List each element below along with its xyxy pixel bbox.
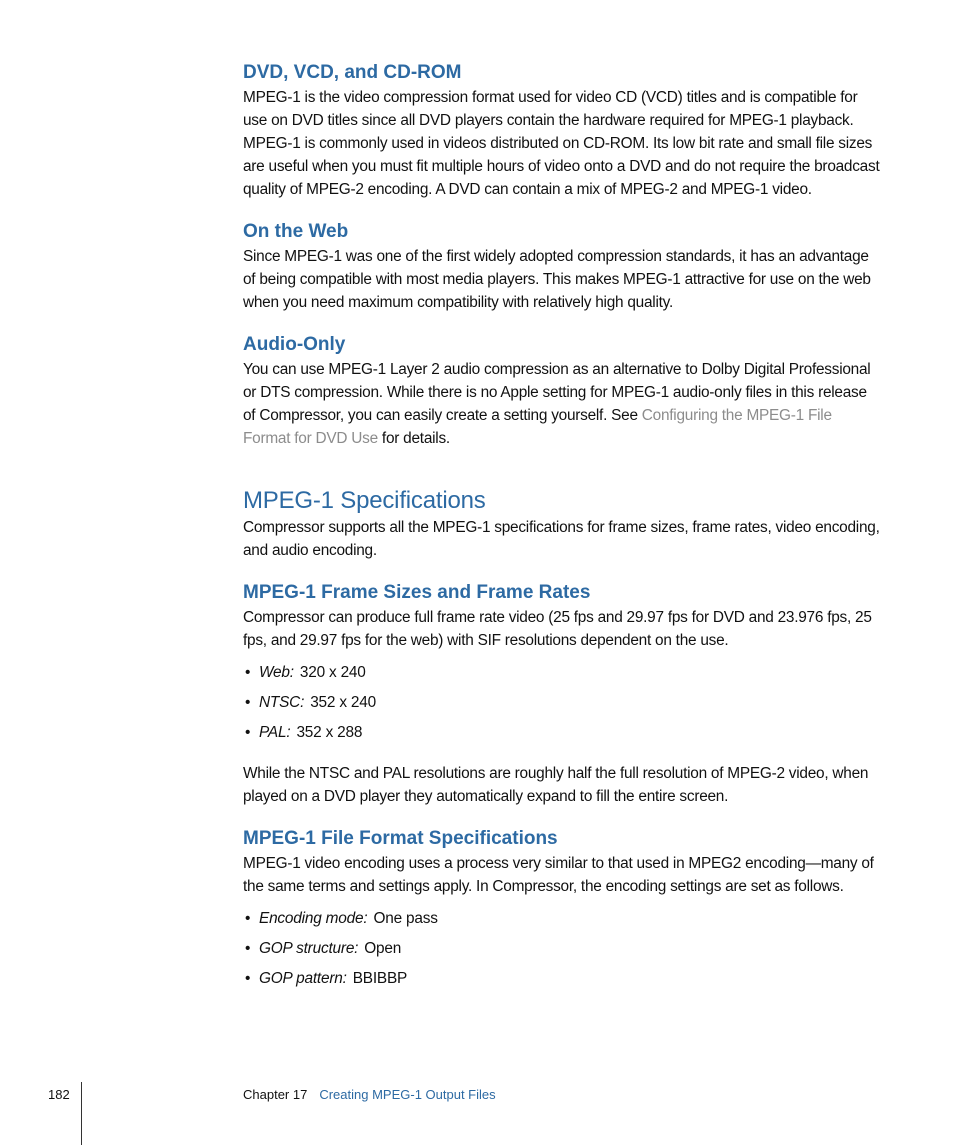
heading-audio-only: Audio-Only [243, 334, 346, 355]
bullet-glyph: • [245, 694, 251, 711]
list-term: Web: [259, 664, 294, 681]
list-value: Open [364, 940, 402, 957]
bullet-glyph: • [245, 664, 251, 681]
list-item-ntsc [243, 688, 883, 718]
list-term: NTSC: [259, 694, 305, 711]
paragraph-web: Since MPEG-1 was one of the first widely adopted compression standards, it has an advantage of being compatible with most media players. This makes MPEG-1 attractive for use on the web when you need maximum compatibility with relatively high quality. [243, 248, 871, 311]
list-item-gop-pattern [243, 964, 883, 994]
link-configuring-mpeg1[interactable]: Configuring the MPEG-1 File Format for DVD Use [243, 407, 832, 447]
list-term: GOP pattern: [259, 970, 347, 987]
list-item-gop-structure [243, 934, 883, 964]
list-item-pal [243, 718, 883, 748]
heading-on-the-web: On the Web [243, 221, 349, 242]
list-value: One pass [373, 910, 438, 927]
bullet-glyph: • [245, 910, 251, 927]
frame-size-list [243, 658, 883, 748]
bullet-glyph: • [245, 724, 251, 741]
list-value: BBIBBP [352, 970, 408, 987]
chapter-title-link[interactable]: Creating MPEG-1 Output Files [319, 1087, 496, 1102]
paragraph-frame: Compressor can produce full frame rate video (25 fps and 29.97 fps for DVD and 23.976 fps, 25 fps, and 29.97 fps for the web) with SIF resolutions dependent on the use. [243, 609, 872, 649]
heading-dvd-vcd-cdrom: DVD, VCD, and CD-ROM [243, 62, 462, 83]
list-value: 352 x 240 [310, 694, 376, 711]
bullet-glyph: • [245, 940, 251, 957]
paragraph-audio-text-2: for details. [377, 430, 450, 447]
heading-frame-sizes: MPEG-1 Frame Sizes and Frame Rates [243, 582, 591, 603]
list-term: GOP structure: [259, 940, 359, 957]
paragraph-file-format: MPEG-1 video encoding uses a process very similar to that used in MPEG2 encoding—many of the same terms and settings apply. In Compressor, the encoding settings are set as follows. [243, 855, 874, 895]
list-term: PAL: [259, 724, 291, 741]
file-format-list [243, 904, 883, 994]
paragraph-audio-text-1: You can use MPEG-1 Layer 2 audio compression as an alternative to Dolby Digital Professional or DTS compression. While there is no Apple setting for MPEG-1 audio-only files in this release of Compressor, you can easily create a setting yourself. See [243, 361, 871, 424]
list-item-web [243, 658, 883, 688]
page-number: 182 [48, 1087, 70, 1102]
paragraph-specs: Compressor supports all the MPEG-1 specifications for frame sizes, frame rates, video encoding, and audio encoding. [243, 519, 880, 559]
page-content [243, 60, 883, 994]
chapter-label: Chapter 17 [243, 1087, 308, 1102]
heading-mpeg1-specifications: MPEG-1 Specifications [243, 487, 486, 514]
footer-divider [81, 1082, 82, 1145]
bullet-glyph: • [245, 970, 251, 987]
list-value: 320 x 240 [299, 664, 366, 681]
paragraph-dvd: MPEG-1 is the video compression format used for video CD (VCD) titles and is compatible for use on DVD titles since all DVD players contain the hardware required for MPEG-1 playback. MPEG-1 is commonly used in videos distributed on CD-ROM. Its low bit rate and small file sizes are useful when you must fit multiple hours of video onto a DVD and do not require the broadcast quality of MPEG-2 encoding. A DVD can contain a mix of MPEG-2 and MPEG-1 video. [243, 89, 880, 198]
paragraph-frame-after: While the NTSC and PAL resolutions are roughly half the full resolution of MPEG-2 video, when played on a DVD player they automatically expand to fill the entire screen. [243, 765, 869, 805]
list-term: Encoding mode: [259, 910, 368, 927]
list-value: 352 x 288 [296, 724, 363, 741]
list-item-encoding-mode [243, 904, 883, 934]
paragraph-audio [243, 358, 883, 450]
footer-chapter [243, 1087, 496, 1102]
heading-file-format-specs: MPEG-1 File Format Specifications [243, 828, 558, 849]
